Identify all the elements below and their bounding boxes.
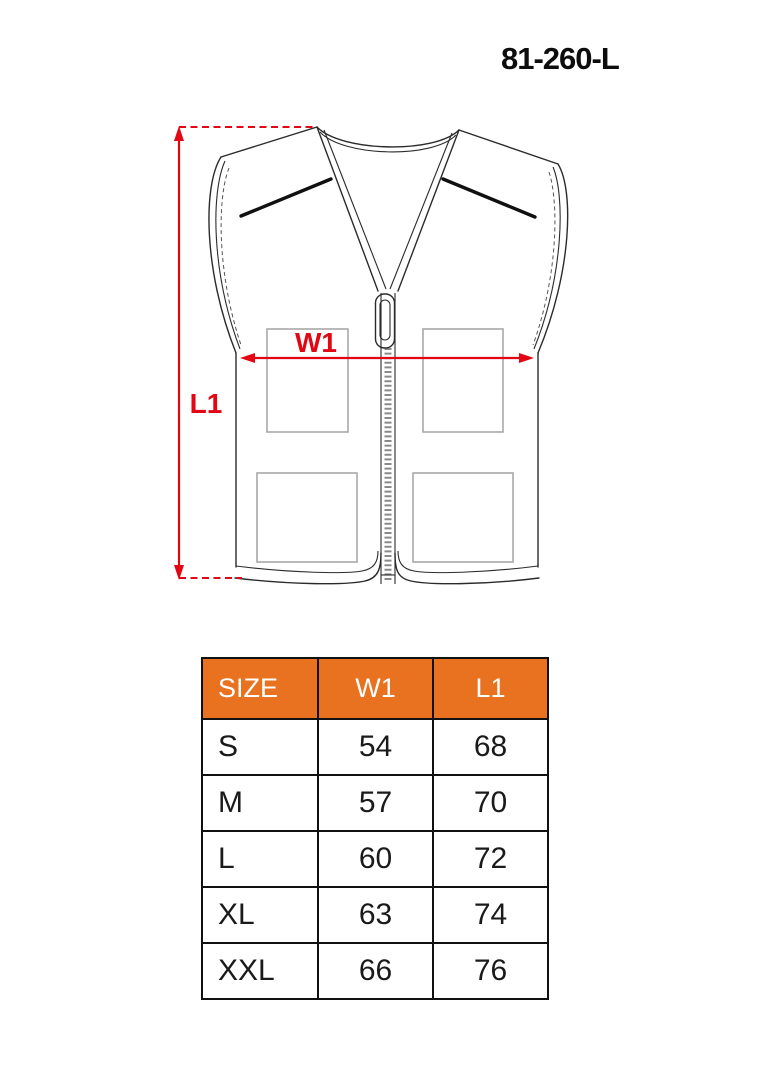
w1-arrowhead-right [519, 353, 534, 363]
w1-cell: 66 [318, 943, 433, 999]
l1-cell: 72 [433, 831, 548, 887]
size-table [201, 657, 549, 1000]
right-vneck-inner [390, 133, 452, 289]
w1-cell: 63 [318, 887, 433, 943]
lower-left-pocket [257, 473, 357, 562]
left-shoulder-seam-line [241, 179, 331, 216]
l1-cell: 70 [433, 775, 548, 831]
l1-cell: 76 [433, 943, 548, 999]
header-size: SIZE [202, 658, 318, 719]
l1-arrowhead-up [174, 126, 184, 141]
table-row [202, 943, 548, 999]
vest-technical-drawing [150, 95, 630, 625]
zipper [376, 293, 396, 584]
w1-label: W1 [295, 327, 337, 358]
table-row [202, 719, 548, 775]
left-vneck-inner [324, 130, 386, 289]
size-cell: S [202, 719, 318, 775]
w1-arrowhead-left [240, 353, 255, 363]
l1-cell: 68 [433, 719, 548, 775]
lower-right-pocket [413, 473, 513, 562]
w1-cell: 54 [318, 719, 433, 775]
header-w1: W1 [318, 658, 433, 719]
upper-right-pocket [423, 329, 503, 432]
size-cell: L [202, 831, 318, 887]
back-neck-outer [317, 127, 459, 147]
header-l1: L1 [433, 658, 548, 719]
right-armhole-binding [534, 167, 560, 349]
size-cell: XXL [202, 943, 318, 999]
left-armhole-binding [216, 161, 240, 349]
size-table-header-row [202, 658, 548, 719]
right-shoulder-top [459, 130, 558, 164]
product-code-title: 81-260-L [501, 41, 619, 76]
right-shoulder-seam-line [443, 179, 535, 217]
size-cell: M [202, 775, 318, 831]
size-cell: XL [202, 887, 318, 943]
l1-cell: 74 [433, 887, 548, 943]
l1-label: L1 [189, 388, 223, 419]
w1-cell: 60 [318, 831, 433, 887]
table-row [202, 775, 548, 831]
table-row [202, 887, 548, 943]
table-row [202, 831, 548, 887]
left-shoulder-top [221, 127, 317, 157]
right-vneck-outer [398, 130, 459, 291]
left-vneck-outer [317, 127, 378, 291]
w1-cell: 57 [318, 775, 433, 831]
